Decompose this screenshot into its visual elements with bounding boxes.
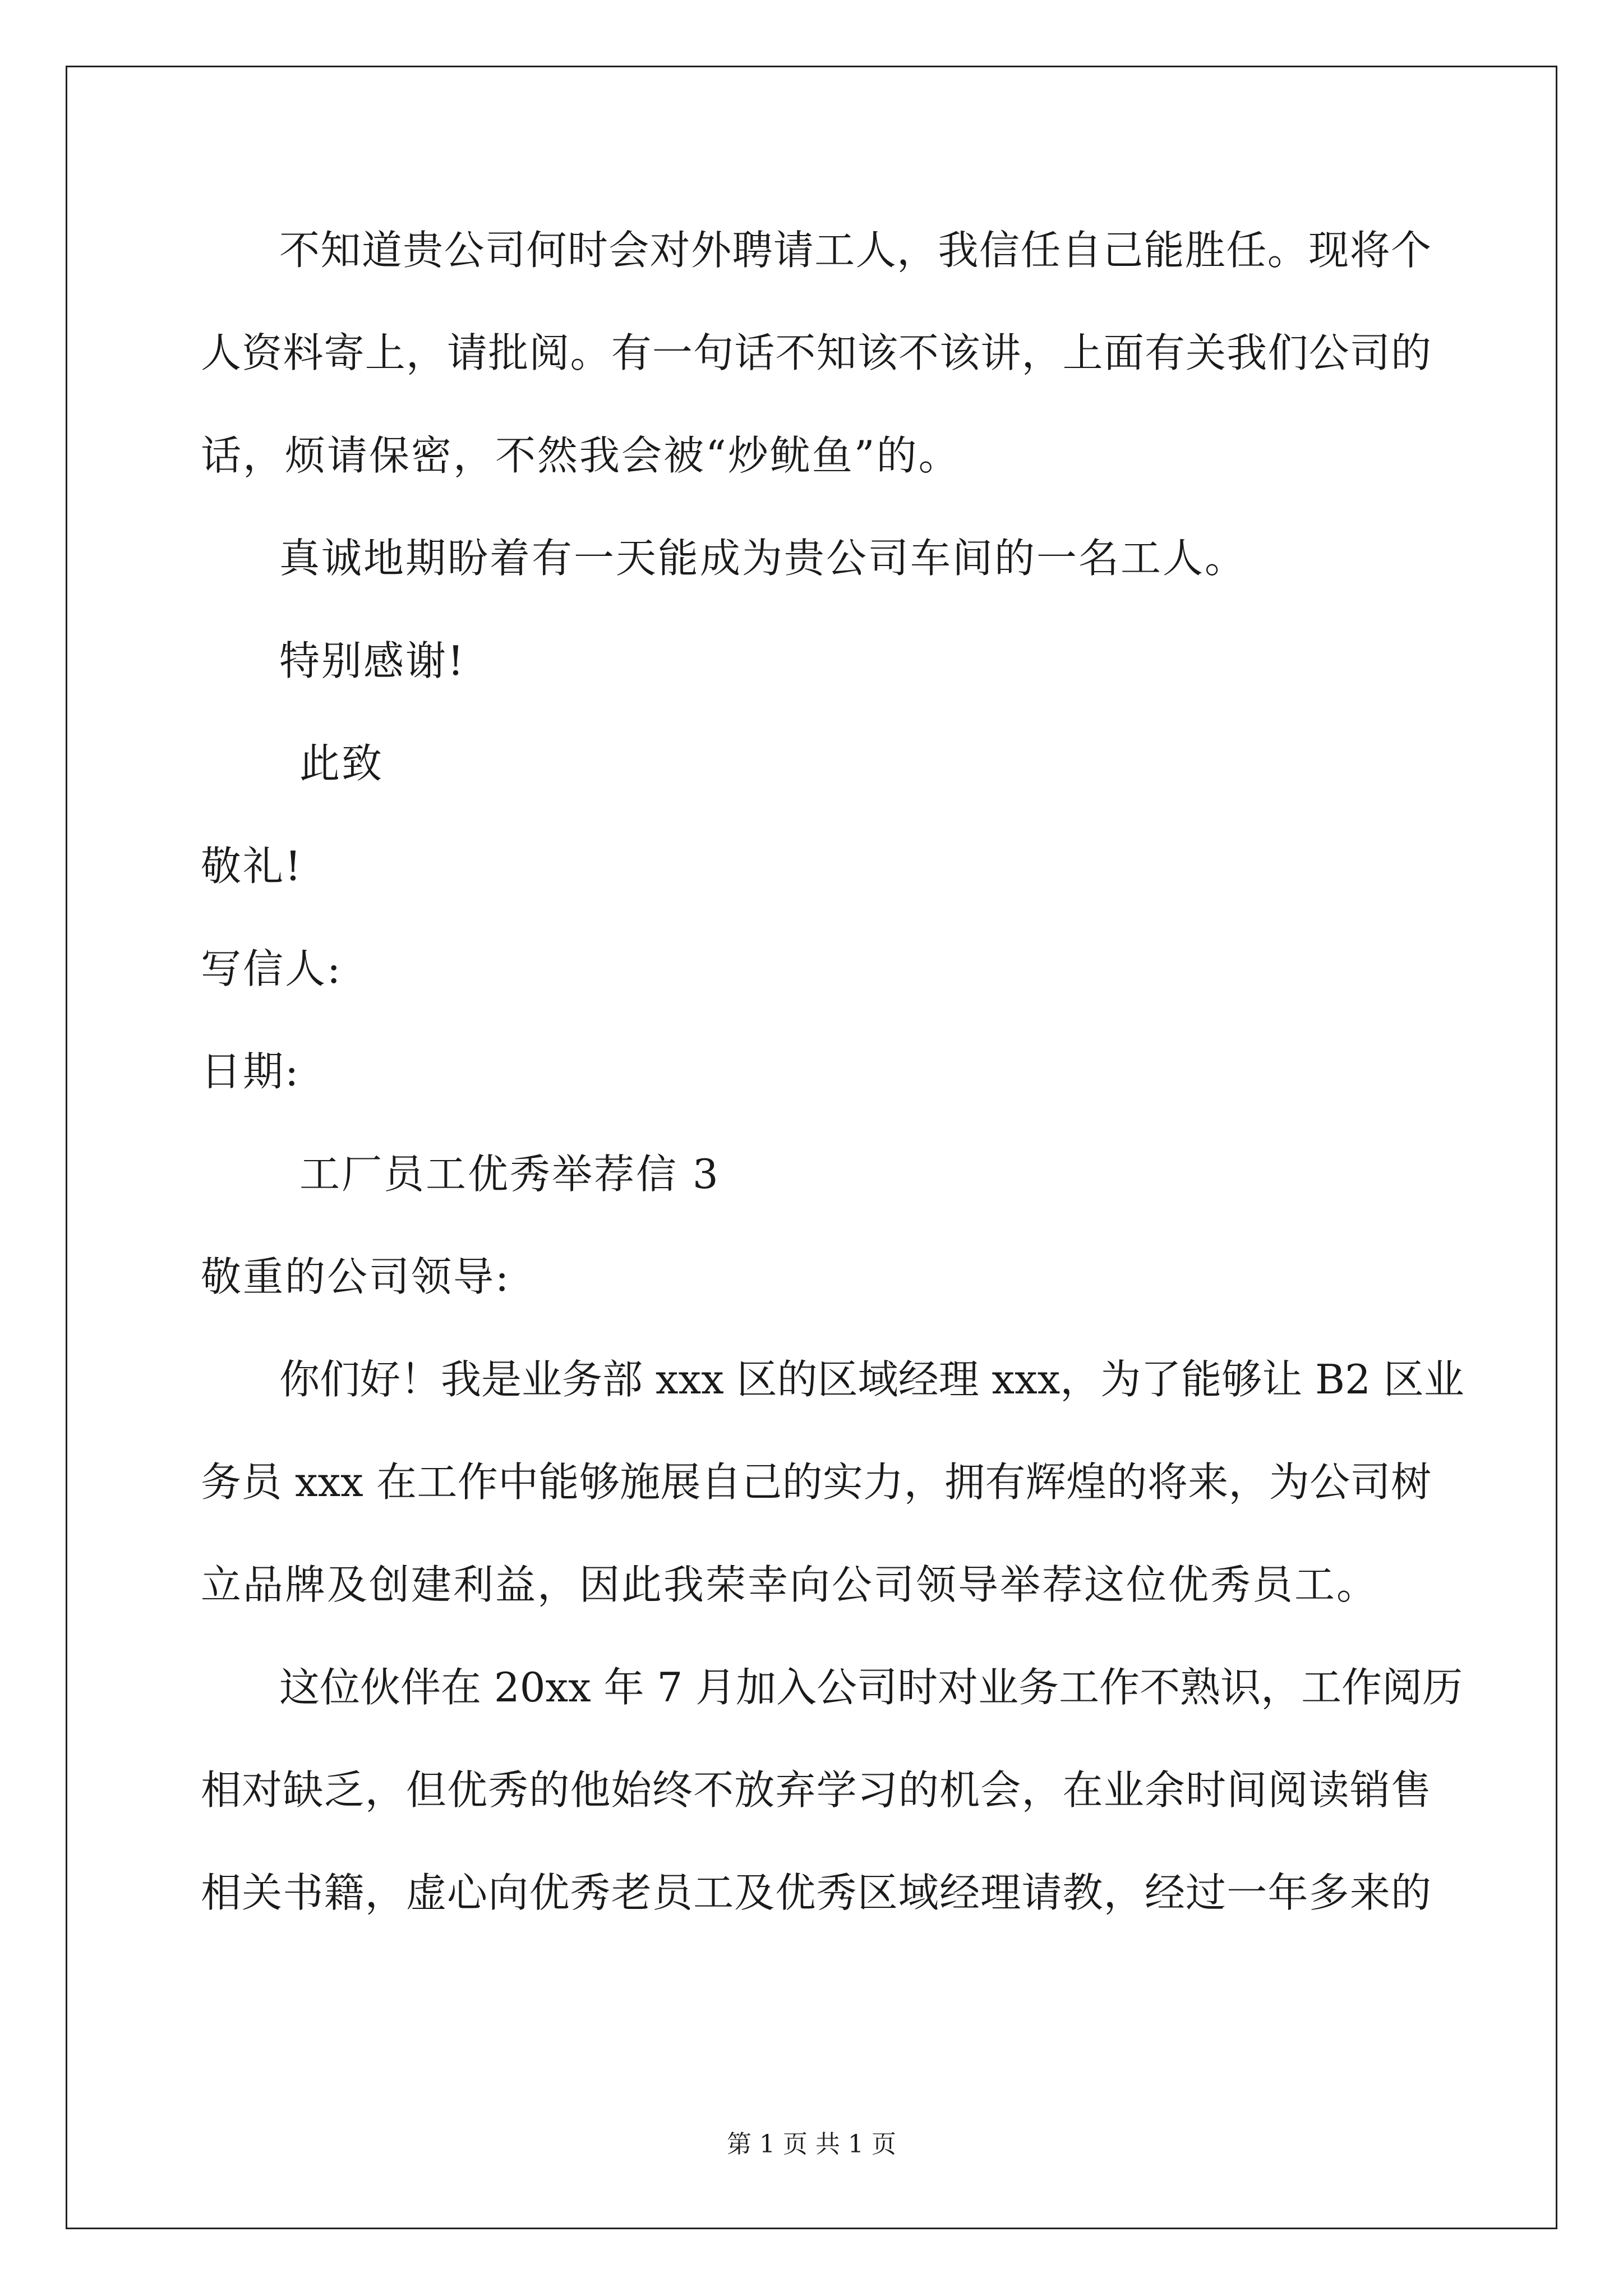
text-line: 敬礼! bbox=[201, 843, 303, 890]
text-line: 你们好！我是业务部 xxx 区的区域经理 xxx，为了能够让 B2 区业 bbox=[279, 1356, 1464, 1403]
text-line: 相关书籍，虚心向优秀老员工及优秀区域经理请教，经过一年多来的 bbox=[201, 1869, 1431, 1916]
text-line: 不知道贵公司何时会对外聘请工人，我信任自己能胜任。现将个 bbox=[279, 227, 1431, 274]
text-line: 人资料寄上，请批阅。有一句话不知该不该讲，上面有关我们公司的 bbox=[201, 329, 1431, 376]
text-line: 真诚地期盼着有一天能成为贵公司车间的一名工人。 bbox=[279, 535, 1247, 582]
section-heading: 工厂员工优秀举荐信 3 bbox=[299, 1151, 720, 1198]
page-number-footer: 第 1 页 共 1 页 bbox=[727, 2130, 896, 2159]
text-line: 此致 bbox=[299, 740, 384, 787]
text-line: 写信人: bbox=[201, 945, 343, 992]
text-line: 敬重的公司领导: bbox=[201, 1253, 511, 1300]
text-line: 话，烦请保密，不然我会被“炒鱿鱼”的。 bbox=[201, 432, 961, 479]
text-line: 日期: bbox=[201, 1048, 301, 1095]
text-line: 特别感谢! bbox=[279, 637, 465, 684]
text-line: 这位伙伴在 20xx 年 7 月加入公司时对业务工作不熟识，工作阅历 bbox=[279, 1664, 1463, 1711]
text-line: 立品牌及创建利益，因此我荣幸向公司领导举荐这位优秀员工。 bbox=[201, 1561, 1379, 1608]
text-line: 相对缺乏，但优秀的他始终不放弃学习的机会，在业余时间阅读销售 bbox=[201, 1766, 1431, 1814]
text-line: 务员 xxx 在工作中能够施展自己的实力，拥有辉煌的将来，为公司树 bbox=[201, 1458, 1431, 1506]
